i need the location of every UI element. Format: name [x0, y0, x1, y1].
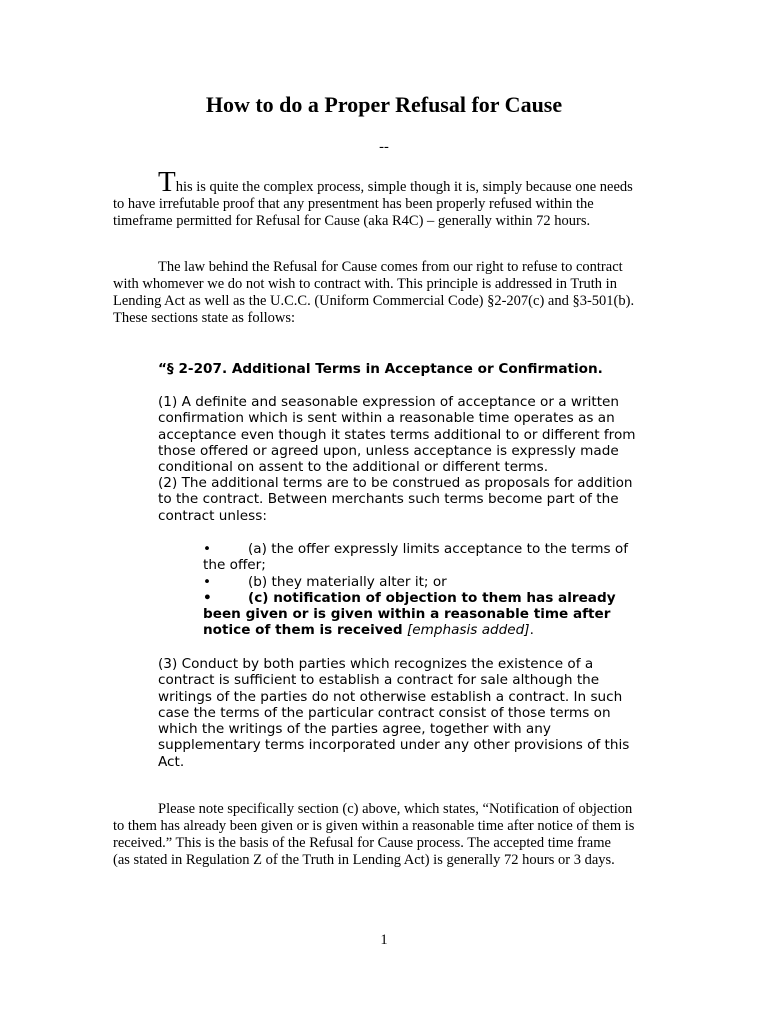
note-line-3: received.” This is the basis of the Refusal for Cause process. The accepted time frame — [113, 835, 611, 851]
quote-p2-line-1: (2) The additional terms are to be construed as proposals for addition — [158, 475, 633, 491]
quote-p2-line-2: to the contract. Between merchants such terms become part of the — [158, 491, 619, 508]
document-title: How to do a Proper Refusal for Cause — [205, 92, 563, 117]
note-paragraph — [113, 801, 658, 869]
bullet-icon: • — [203, 541, 212, 557]
bullet-item-a — [203, 541, 653, 557]
note-line-4: (as stated in Regulation Z of the Truth in Lending Act) is generally 72 hours or 3 days. — [113, 852, 615, 868]
emphasis-note: [emphasis added] — [406, 622, 530, 639]
quote-p3-line-3: writings of the parties do not otherwise establish a contract. In such — [158, 688, 623, 705]
bullet-c-line-2: been given or is given within a reasonable time after — [203, 606, 611, 623]
note-line-2: to them has already been given or is given within a reasonable time after notice of them is — [113, 818, 635, 834]
bullet-icon: • — [203, 573, 212, 590]
bullet-b-text: (b) they materially alter it; or — [248, 573, 447, 590]
quote-p3-line-5: which the writings of the parties agree, together with any — [158, 721, 551, 738]
bullet-a-text: (a) the offer expressly limits acceptance to the terms of — [248, 541, 629, 557]
title-separator: -- — [379, 139, 389, 155]
law-line-2: with whomever we do not wish to contract with. This principle is addressed in Truth in — [113, 276, 617, 292]
drop-cap: T — [158, 166, 176, 198]
bullet-item-b — [203, 574, 653, 590]
bullet-c-line-3 — [203, 622, 653, 638]
law-line-3: Lending Act as well as the U.C.C. (Uniform Commercial Code) §2-207(c) and §3-501(b). — [113, 293, 635, 309]
quote-paragraph-3 — [158, 656, 653, 770]
quote-p1-line-4: those offered or agreed upon, unless acceptance is expressly made — [158, 442, 619, 459]
bullet-c-period: . — [529, 622, 534, 639]
intro-paragraph — [113, 166, 643, 230]
quote-paragraph-1 — [158, 394, 658, 475]
law-line-4: These sections state as follows: — [113, 310, 296, 326]
bullet-a-continuation: the offer; — [203, 557, 266, 574]
quote-p1-line-2: confirmation which is sent within a reasonable time operates as an — [158, 410, 615, 427]
page-number: 1 — [380, 932, 388, 948]
note-line-1: Please note specifically section (c) above, which states, “Notification of objection — [158, 801, 633, 817]
law-paragraph — [113, 259, 653, 327]
quote-paragraph-2 — [158, 475, 658, 524]
intro-line-3: timeframe permitted for Refusal for Cause (aka R4C) – generally within 72 hours. — [113, 213, 591, 229]
intro-line-1: his is quite the complex process, simple though it is, simply because one needs — [175, 179, 633, 195]
bullet-c-text: (c) notification of objection to them has already — [248, 589, 616, 606]
quote-p3-line-4: case the terms of the particular contract consist of those terms on — [158, 704, 611, 721]
quote-p2-line-3: contract unless: — [158, 507, 267, 524]
quote-p3-line-1: (3) Conduct by both parties which recognizes the existence of a — [158, 656, 594, 672]
quote-p3-line-6: supplementary terms incorporated under any other provisions of this — [158, 737, 630, 754]
bullet-icon: • — [203, 589, 212, 606]
quote-p3-line-2: contract is sufficient to establish a contract for sale although the — [158, 672, 600, 689]
quote-p3-line-7: Act. — [158, 753, 185, 770]
quote-heading: “§ 2-207. Additional Terms in Acceptance or Confirmation. — [158, 361, 603, 377]
bullet-item-c — [203, 590, 653, 606]
quote-p1-line-3: acceptance even though it states terms additional to or different from — [158, 426, 636, 443]
law-line-1: The law behind the Refusal for Cause comes from our right to refuse to contract — [158, 259, 623, 275]
quote-p1-line-1: (1) A definite and seasonable expression of acceptance or a written — [158, 394, 620, 410]
bullet-c-line-3-bold: notice of them is received — [203, 622, 403, 639]
intro-line-2: to have irrefutable proof that any presentment has been properly refused within the — [113, 196, 594, 212]
quote-bullet-list — [203, 541, 653, 639]
quote-p1-line-5: conditional on assent to the additional or different terms. — [158, 459, 549, 476]
